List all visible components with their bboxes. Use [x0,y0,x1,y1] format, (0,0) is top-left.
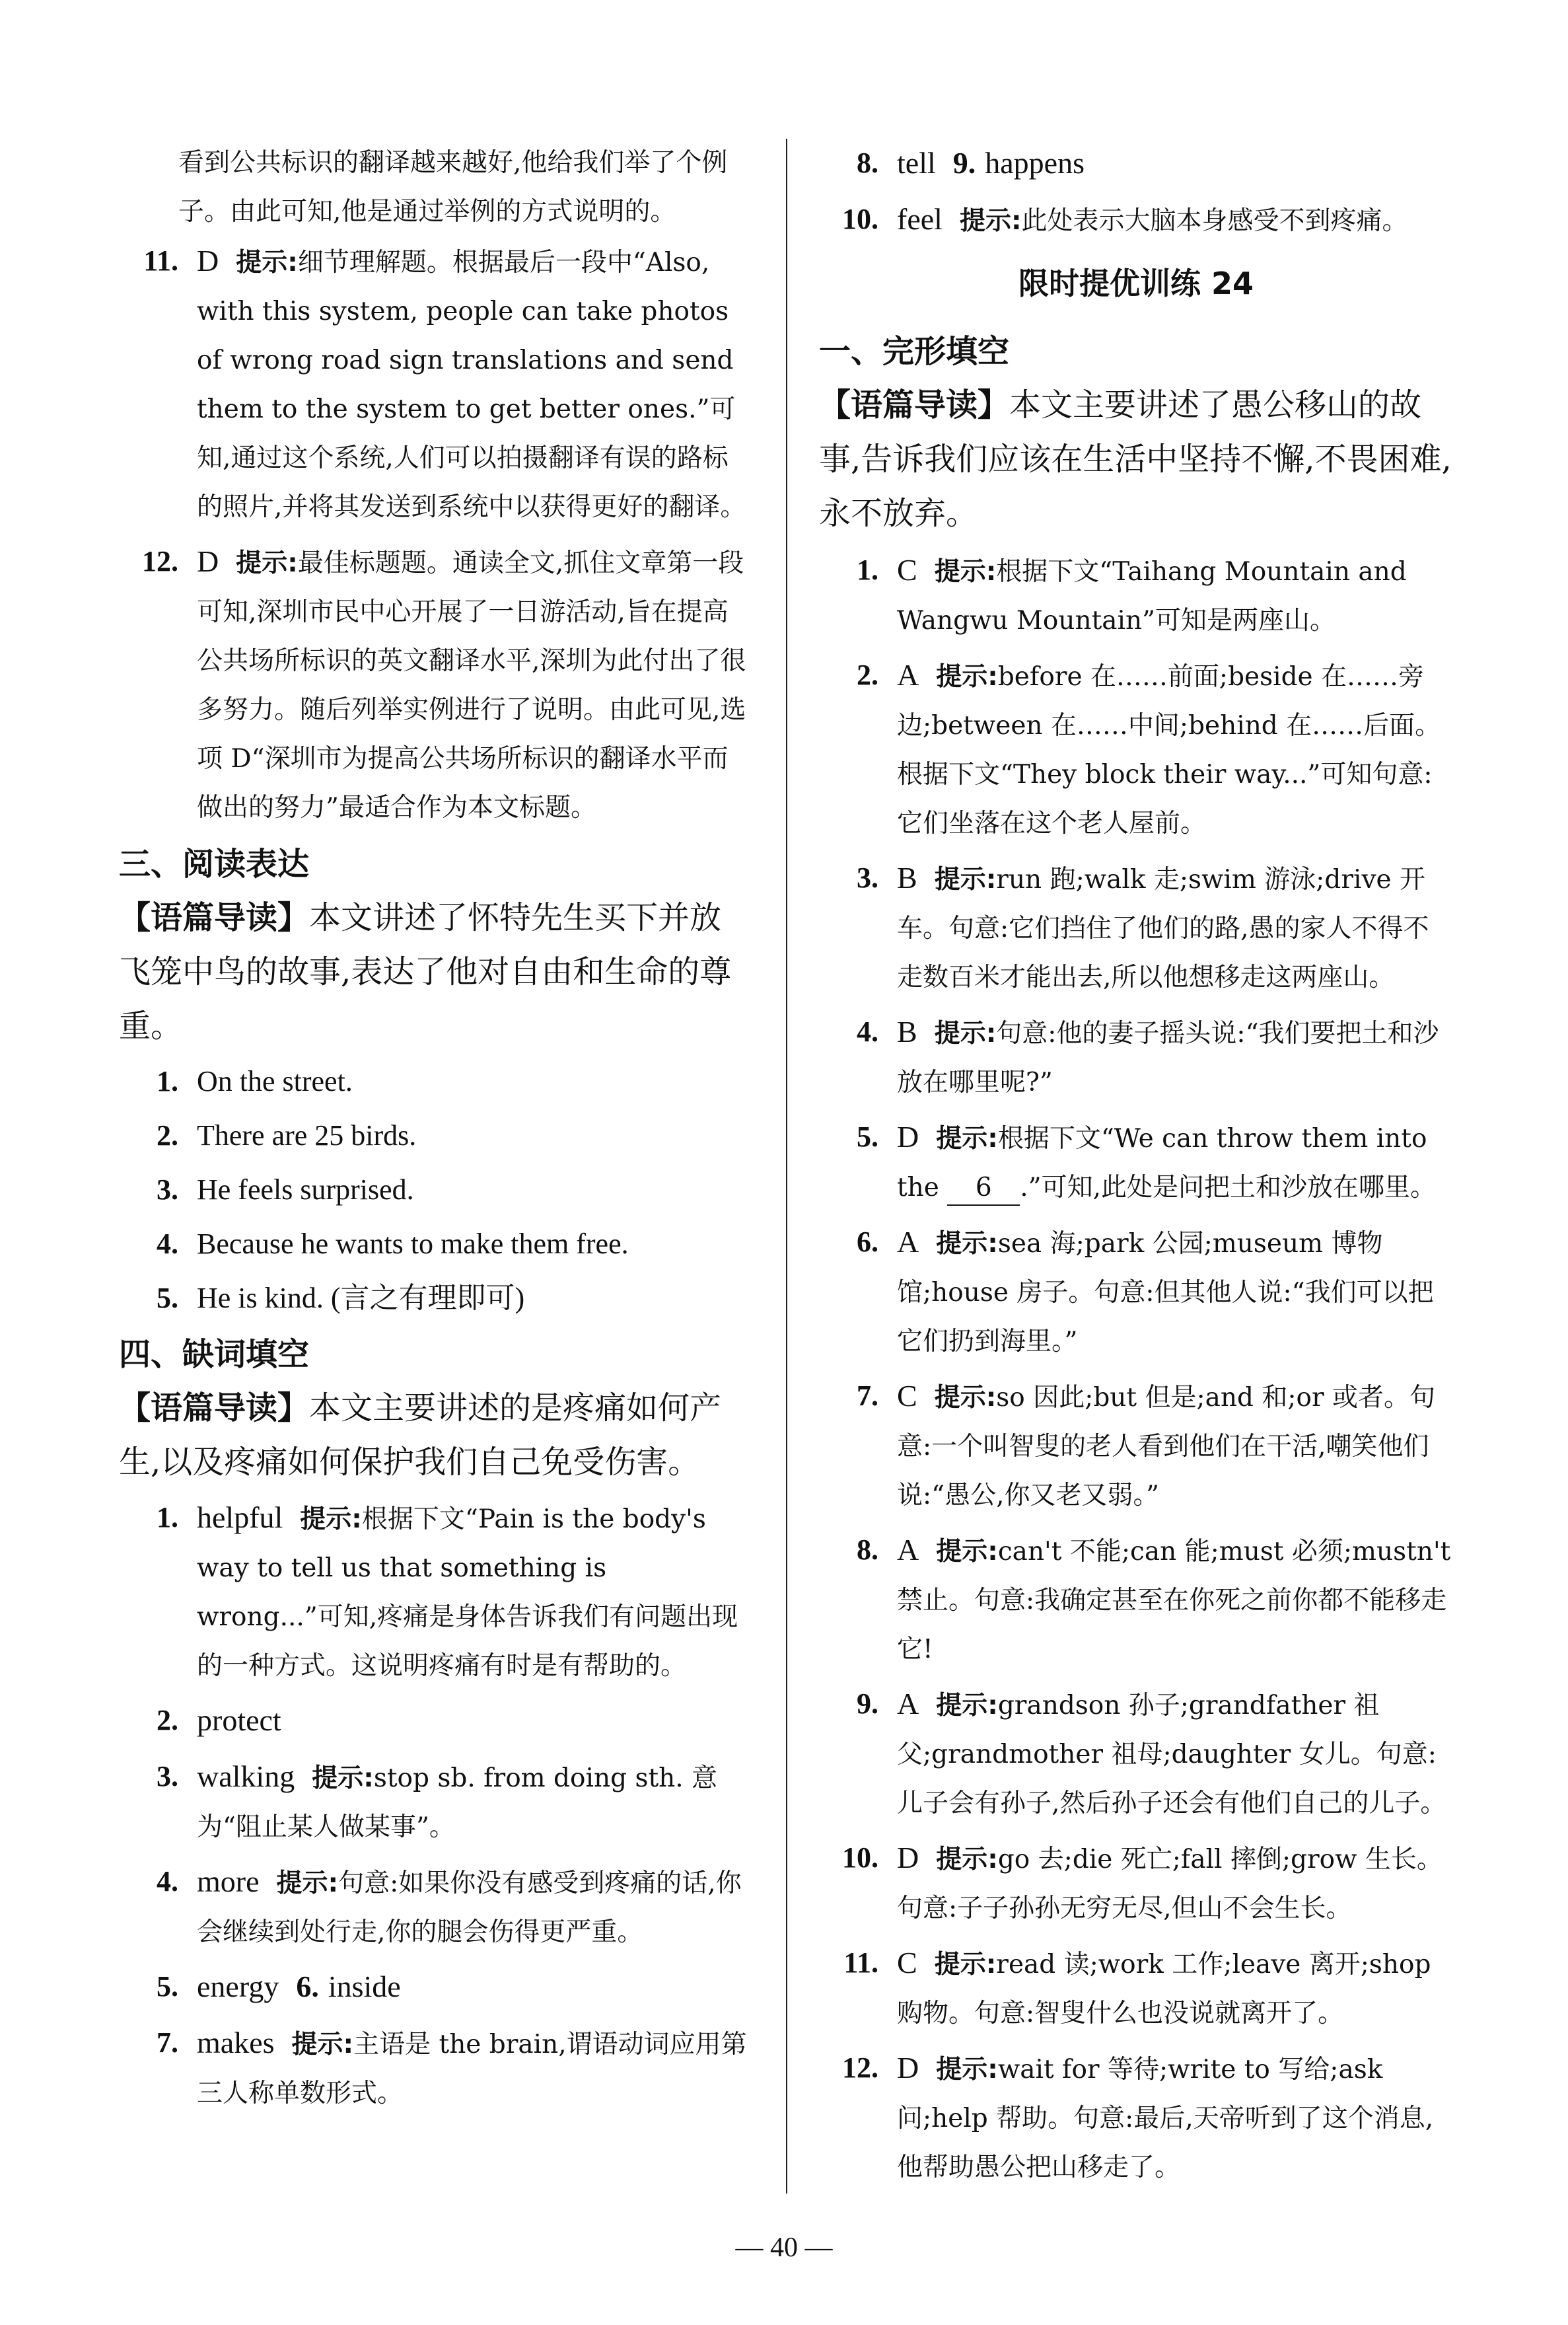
hint-text: stop sb. from doing sth. 意为“阻止某人做某事”。 [197,1763,718,1842]
hint-text: grandson 孙子;grandfather 祖父;grandmother 祖母;daughter 女儿。句意:儿子会有孙子,然后孙子还会有他们自己的儿子。 [897,1691,1446,1818]
answer-item-1 [819,546,1453,646]
item-number: 5. [157,1282,178,1314]
item-number: 6. [857,1226,878,1258]
exercise-title: 限时提优训练 24 [1018,266,1254,301]
passage-guide-3 [119,891,753,1053]
item-number: 2. [157,1119,178,1152]
guide-text: 本文主要讲述的是疼痛如何产生,以及疼痛如何保护我们自己免受伤害。 [119,1389,722,1481]
item-answer: Because he wants to make them free. [197,1228,629,1260]
guide-label: 【语篇导读】 [119,1389,310,1426]
item-answer: D [197,244,219,277]
answer-item-1 [119,1493,753,1691]
item-answer: walking [197,1759,295,1793]
item-answer: more [197,1864,260,1898]
answer-item-12 [119,537,753,832]
answer-item-9 [819,1679,1453,1828]
item-number: 8. [857,147,878,179]
hint-label: 提示: [934,557,997,587]
item-number: 5. [857,1121,878,1153]
guide-label: 【语篇导读】 [119,899,310,936]
item-answer: feel [897,202,943,236]
item-number: 7. [157,2026,178,2059]
item-answer: helpful [197,1500,283,1534]
answer-list-cloze [819,546,1453,2192]
answer-item-1 [119,1057,753,1106]
hint-text: go 去;die 死亡;fall 摔倒;grow 生长。句意:子子孙孙无穷无尽,但山不会生长。 [897,1845,1443,1923]
answer-item-4 [819,1008,1453,1107]
item-answer: A [897,1533,919,1567]
item-answer: B [897,1015,917,1049]
item-number: 6. [296,1970,319,2003]
hint-label: 提示: [291,2030,354,2059]
answer-item-4 [119,1857,753,1957]
answer-list-expression [119,1057,753,1323]
item-number: 4. [857,1015,878,1048]
hint-label: 提示: [936,1691,998,1720]
answer-item-11 [819,1938,1453,2038]
answer-item-10 [819,1833,1453,1933]
hint-label: 提示: [300,1504,362,1534]
item-answer: happens [985,146,1085,180]
item-number: 12. [842,2051,878,2084]
column-divider [786,139,787,2194]
answer-list-reading [119,237,753,832]
item-number: 10. [842,1841,878,1874]
guide-text: 本文主要讲述了愚公移山的故事,告诉我们应该在生活中坚持不懈,不畏困难,永不放弃。 [819,387,1452,532]
hint-label: 提示: [936,662,998,692]
hint-text: 此处表示大脑本身感受不到疼痛。 [1021,206,1408,236]
hint-label: 提示: [934,1019,997,1049]
passage-guide-1 [819,378,1453,540]
answer-item-10 [819,195,1453,246]
answer-item-7 [119,2018,753,2118]
hint-label: 提示: [959,206,1022,236]
item-answer: D [897,2051,919,2085]
answer-item-3 [819,854,1453,1002]
item-answer: B [897,861,917,895]
answer-item-5 [119,1274,753,1323]
hint-text: 根据下文“Pain is the body's way to tell us that something is wrong...”可知,疼痛是身体告诉我们有问题出现的一种方式。这说明疼痛有时是有帮助的。 [197,1504,738,1681]
item-answer: A [897,1225,919,1259]
hint-text: 细节理解题。根据最后一段中“Also, with this system, people can take photos of wrong road sign translations and send them to the system to get better ones.”可知,通过这个系统,人们可以拍摄翻译有误的路标的照片,并将其发送到系统中以获得更好的翻译。 [197,248,746,522]
continued-answer-text: 看到公共标识的翻译越来越好,他给我们举了个例子。由此可知,他是通过举例的方式说明的。 [178,148,728,227]
item-number: 1. [857,554,878,586]
item-number: 1. [157,1065,178,1097]
item-answer: protect [197,1703,281,1737]
item-number: 2. [857,659,878,691]
hint-label: 提示: [312,1763,374,1793]
hint-text: 最佳标题题。通读全文,抓住文章第一段可知,深圳市民中心开展了一日游活动,旨在提高公共场所标识的英文翻译水平,深圳为此付出了很多努力。随后列举实例进行了说明。由此可见,选项 D“深圳市为提高公共场所标识的翻译水平而做出的努力”最适合作为本文标题。 [197,548,746,823]
hint-label: 提示: [276,1868,339,1898]
item-number: 10. [842,203,878,235]
hint-text: read 读;work 工作;leave 离开;shop 购物。句意:智叟什么也没说就离开了。 [897,1950,1431,2028]
hint-text: before 在……前面;beside 在……旁边;between 在……中间;behind 在……后面。根据下文“They block their way...”可知句意:它们坐落在这个老人屋前。 [897,662,1441,838]
item-answer: makes [197,2026,275,2059]
hint-text: can't 不能;can 能;must 必须;mustn't 禁止。句意:我确定甚至在你死之前你都不能移走它! [897,1537,1451,1664]
answer-item-8-9 [819,139,1453,190]
answer-item-12 [819,2044,1453,2192]
hint-label: 提示: [936,1124,998,1154]
hint-label: 提示: [936,1845,998,1874]
item-answer: C [897,553,917,587]
section-heading-3: 三、阅读表达 [119,846,310,883]
hint-label: 提示: [936,2055,998,2085]
item-answer: On the street. [197,1065,353,1097]
item-answer: He is kind. (言之有理即可) [197,1282,525,1314]
item-number: 7. [857,1380,878,1412]
guide-text: 本文讲述了怀特先生买下并放飞笼中鸟的故事,表达了他对自由和生命的尊重。 [119,899,732,1045]
answer-item-4 [119,1220,753,1269]
left-column [119,139,753,2123]
item-number: 3. [157,1760,178,1792]
hint-text: so 因此;but 但是;and 和;or 或者。句意:一个叫智叟的老人看到他们在干活,嘲笑他们说:“愚公,你又老又弱。” [897,1383,1436,1510]
answer-item-2 [819,651,1453,848]
item-number: 5. [157,1970,178,2003]
right-column [819,139,1453,2197]
item-number: 3. [857,862,878,894]
page-number: — 40 — [735,2233,833,2263]
item-answer: C [897,1379,917,1413]
hint-text: 根据下文“We can throw them into the [897,1124,1427,1202]
item-answer: D [897,1120,919,1154]
answer-item-2 [119,1696,753,1747]
answer-item-3 [119,1752,753,1852]
answer-item-2 [119,1111,753,1160]
item-number: 11. [143,244,178,277]
blank-reference: 6 [947,1171,1020,1206]
item-number: 3. [157,1173,178,1206]
item-answer: A [897,658,919,692]
item-number: 4. [157,1865,178,1898]
item-answer: A [897,1687,919,1720]
hint-label: 提示: [934,865,997,895]
item-answer: D [897,1841,919,1874]
item-answer: There are 25 birds. [197,1119,417,1152]
item-answer: C [897,1946,917,1979]
answer-item-5 [819,1113,1453,1212]
answer-item-11 [119,237,753,532]
guide-label: 【语篇导读】 [819,387,1010,424]
item-answer: D [197,544,219,578]
item-number: 9. [857,1687,878,1720]
item-answer: energy [197,1970,279,2003]
item-answer: inside [328,1970,401,2003]
answer-list-cloze-words [119,1493,753,2118]
item-number: 1. [157,1501,178,1533]
answer-item-7 [819,1372,1453,1520]
answer-item-6 [819,1218,1453,1366]
answer-item-3 [119,1165,753,1214]
hint-label: 提示: [936,1537,998,1567]
hint-label: 提示: [934,1950,997,1979]
hint-text: run 跑;walk 走;swim 游泳;drive 开车。句意:它们挡住了他们的路,愚的家人不得不走数百米才能出去,所以他想移走这两座山。 [897,865,1429,992]
item-number: 4. [157,1228,178,1260]
item-number: 12. [142,545,178,577]
hint-text: sea 海;park 公园;museum 博物馆;house 房子。句意:但其他人说:“我们可以把它们扔到海里。” [897,1229,1434,1356]
hint-text: 句意:他的妻子摇头说:“我们要把土和沙放在哪里呢?” [897,1019,1439,1097]
item-answer: tell [897,146,936,180]
hint-label: 提示: [236,548,298,578]
hint-label: 提示: [934,1383,997,1413]
hint-text: 句意:如果你没有感受到疼痛的话,你会继续到处行走,你的腿会伤得更严重。 [197,1868,742,1947]
hint-text: .”可知,此处是问把土和沙放在哪里。 [1020,1173,1437,1202]
hint-text: 根据下文“Taihang Mountain and Wangwu Mountain”可知是两座山。 [897,557,1407,636]
hint-label: 提示: [936,1229,998,1259]
answer-item-5-6 [119,1962,753,2013]
answer-item-8 [819,1526,1453,1674]
item-number: 8. [857,1533,878,1566]
hint-text: wait for 等待;write to 写给;ask 问;help 帮助。句意:最后,天帝听到了这个消息,他帮助愚公把山移走了。 [897,2055,1434,2182]
hint-label: 提示: [236,248,298,277]
item-number: 11. [843,1946,878,1979]
hint-text: 主语是 the brain,谓语动词应用第三人称单数形式。 [197,2030,747,2108]
item-number: 2. [157,1704,178,1736]
section-heading-1: 一、完形填空 [819,333,1010,370]
item-number: 9. [952,146,976,180]
passage-guide-4 [119,1381,753,1489]
section-heading-4: 四、缺词填空 [119,1336,310,1373]
item-answer: He feels surprised. [197,1173,414,1206]
